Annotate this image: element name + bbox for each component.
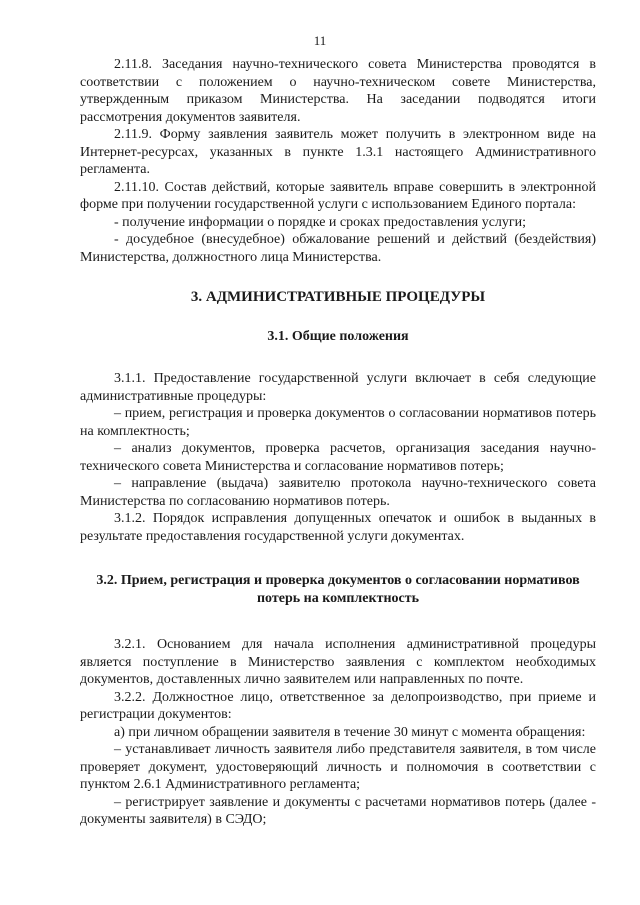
- page-number: 11: [313, 33, 327, 48]
- list-item-protocol: – направление (выдача) заявителю протокола научно-технического совета Министерства по согласованию нормативов потерь.: [80, 476, 596, 509]
- list-item-identity: – устанавливает личность заявителя либо представителя заявителя, в том числе проверяет документ, удостоверяющий личность и полномочия в соответствии с пунктом 2.6.1 Административного регламента;: [80, 742, 596, 792]
- list-item-reception: – прием, регистрация и проверка документов о согласовании нормативов потерь на комплектность;: [80, 406, 596, 439]
- paragraph-3-1-2: 3.1.2. Порядок исправления допущенных опечаток и ошибок в выданных в результате предоставления государственной услуги документах.: [80, 511, 596, 544]
- document-body: [80, 56, 596, 829]
- section-heading-3: 3. АДМИНИСТРАТИВНЫЕ ПРОЦЕДУРЫ: [190, 289, 486, 305]
- paragraph-3-2-2-a: а) при личном обращении заявителя в течение 30 минут с момента обращения:: [114, 724, 586, 740]
- paragraph-3-1-1: 3.1.1. Предоставление государственной услуги включает в себя следующие административные процедуры:: [80, 371, 596, 404]
- list-item-appeal: - досудебное (внесудебное) обжалование решений и действий (бездействия) Министерства, должностного лица Министерства.: [80, 232, 596, 265]
- paragraph-3-2-2: 3.2.2. Должностное лицо, ответственное за делопроизводство, при приеме и регистрации документов:: [80, 689, 596, 722]
- subsection-heading-3-1: 3.1. Общие положения: [267, 328, 409, 344]
- paragraph-2-11-9: 2.11.9. Форму заявления заявитель может получить в электронном виде на Интернет-ресурсах, указанных в пункте 1.3.1 настоящего Административного регламента.: [80, 127, 596, 177]
- paragraph-3-2-1: 3.2.1. Основанием для начала исполнения административной процедуры является поступление в Министерство заявления с комплектом необходимых документов, доставленных лично заявителем или направленных по почте.: [80, 637, 596, 687]
- subsection-heading-3-2: 3.2. Прием, регистрация и проверка документов о согласовании нормативов потерь на комплектность: [96, 573, 580, 606]
- list-item-analysis: – анализ документов, проверка расчетов, организация заседания научно-технического совета Министерства и согласование нормативов потерь;: [80, 441, 596, 474]
- list-item-register: – регистрирует заявление и документы с расчетами нормативов потерь (далее - документы заявителя) в СЭДО;: [80, 794, 596, 827]
- paragraph-2-11-8: 2.11.8. Заседания научно-технического совета Министерства проводятся в соответствии с положением о научно-техническом совете Министерства, утвержденным приказом Министерства. На заседании подводятся итоги рассмотрения документов заявителя.: [80, 57, 596, 125]
- list-item-info: - получение информации о порядке и сроках предоставления услуги;: [114, 214, 527, 230]
- paragraph-2-11-10: 2.11.10. Состав действий, которые заявитель вправе совершить в электронной форме при получении государственной услуги с использованием Единого портала:: [80, 179, 596, 212]
